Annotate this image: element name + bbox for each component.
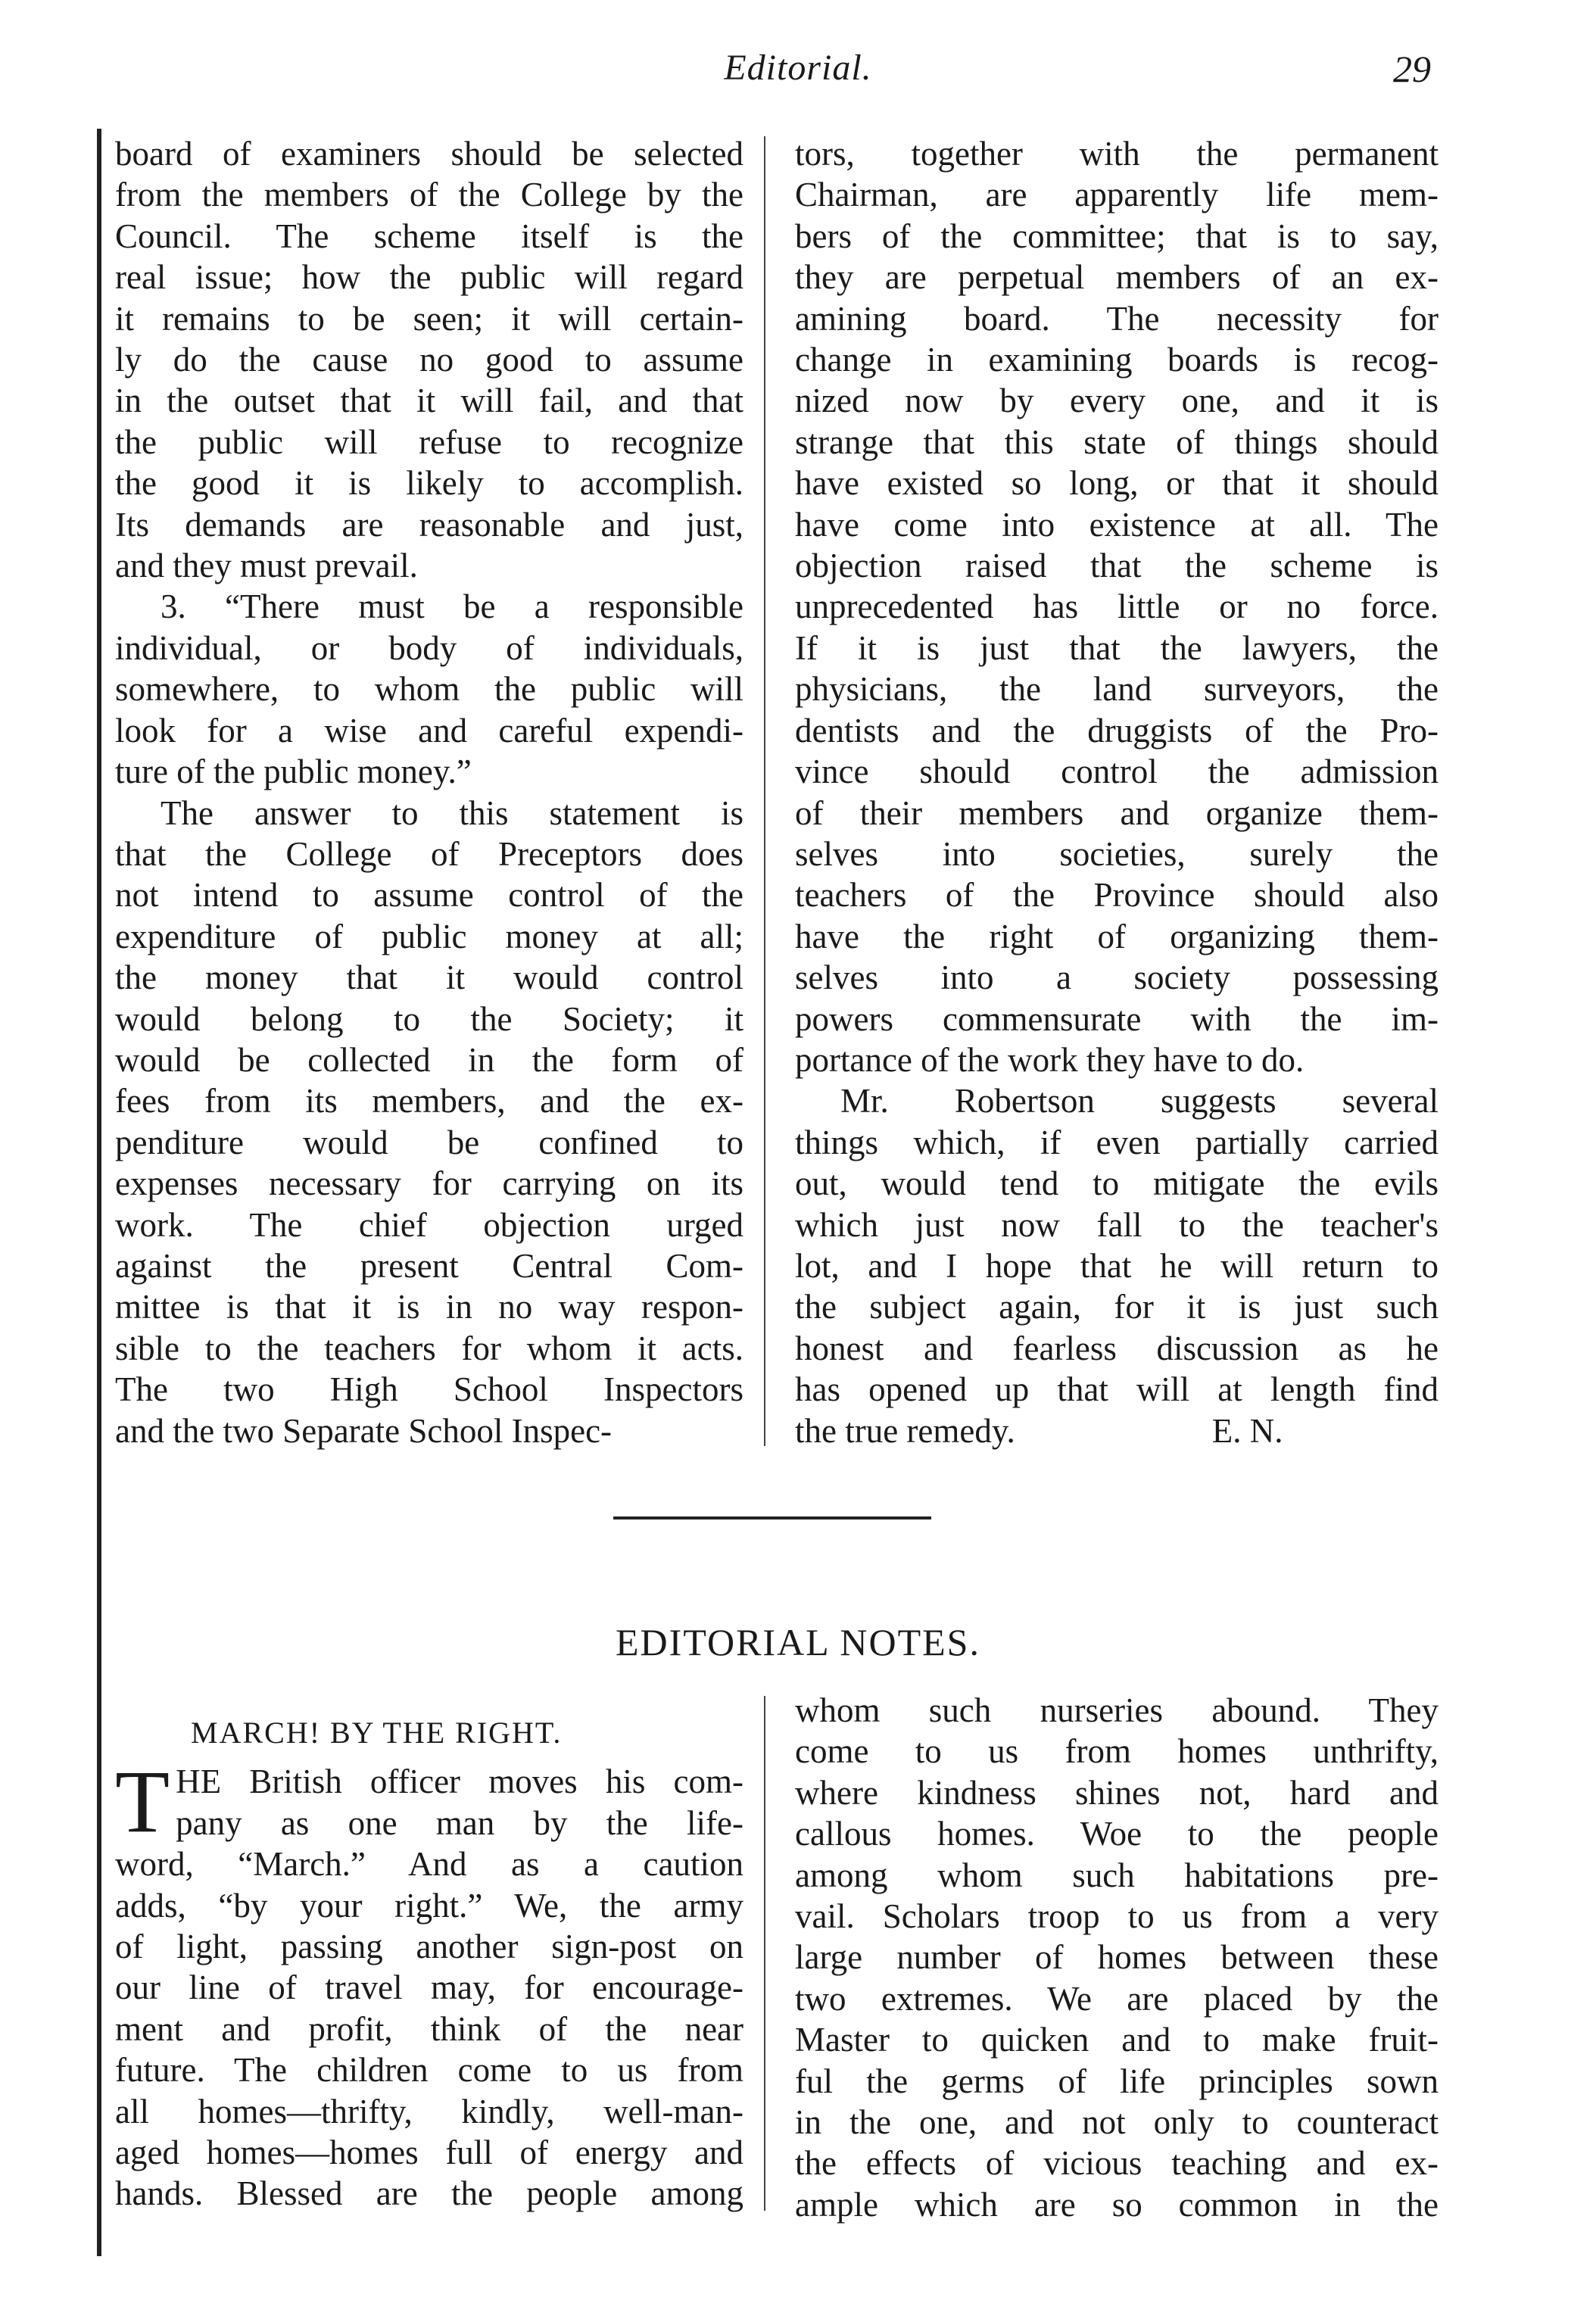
text-line: ful the germs of life principles sown <box>795 2062 1439 2100</box>
text-line: If it is just that the lawyers, the <box>795 628 1439 667</box>
text-line: of their members and organize them- <box>795 793 1439 832</box>
text-line: have come into existence at all. The <box>795 505 1439 544</box>
text-line: out, would tend to mitigate the evils <box>795 1164 1439 1203</box>
text-line: change in examining boards is recog- <box>795 341 1439 379</box>
page-number: 29 <box>1393 48 1431 90</box>
text-line: ly do the cause no good to assume <box>115 341 743 379</box>
text-line: ment and profit, think of the near <box>115 2009 743 2048</box>
text-line: which just now fall to the teacher's <box>795 1205 1439 1244</box>
article-subheading: MARCH! BY THE RIGHT. <box>191 1716 563 1750</box>
section-heading: EDITORIAL NOTES. <box>616 1621 980 1663</box>
text-line: sible to the teachers for whom it acts. <box>115 1329 743 1367</box>
text-line: ample which are so common in the <box>795 2185 1439 2224</box>
text-line: that the College of Preceptors does <box>115 834 743 873</box>
text-line: 3. “There must be a responsible <box>161 588 743 626</box>
text-line: expenditure of public money at all; <box>115 917 743 955</box>
text-line: our line of travel may, for encourage- <box>115 1968 743 2007</box>
bottom-right-column <box>795 1690 1439 2225</box>
text-line: aged homes—homes full of energy and <box>115 2134 743 2172</box>
text-line: honest and fearless discussion as he <box>795 1329 1439 1367</box>
section-rule <box>613 1516 931 1520</box>
text-line: Chairman, are apparently life mem- <box>795 176 1439 214</box>
text-line: the subject again, for it is just such <box>795 1288 1439 1326</box>
text-line: callous homes. Woe to the people <box>795 1815 1439 1853</box>
text-line: The answer to this statement is <box>161 793 743 832</box>
bottom-left-column <box>115 1713 743 2215</box>
text-line: pany as one man by the life- <box>176 1803 743 1842</box>
text-line: has opened up that will at length find <box>795 1370 1439 1409</box>
text-line: somewhere, to whom the public will <box>115 670 743 709</box>
text-line: they are perpetual members of an ex- <box>795 258 1439 297</box>
text-line: in the outset that it will fail, and that <box>115 382 743 420</box>
text-line: unprecedented has little or no force. <box>795 588 1439 626</box>
text-line: not intend to assume control of the <box>115 876 743 915</box>
text-line: vince should control the admission <box>795 753 1439 791</box>
page-header-title: Editorial. <box>724 48 872 88</box>
text-line: in the one, and not only to counteract <box>795 2103 1439 2142</box>
text-line: teachers of the Province should also <box>795 876 1439 915</box>
text-line: the good it is likely to accomplish. <box>115 464 743 503</box>
text-line: the true remedy. E. N. <box>795 1410 1439 1451</box>
text-line: adds, “by your right.” We, the army <box>115 1886 743 1925</box>
text-line: amining board. The necessity for <box>795 299 1439 338</box>
top-left-column <box>115 133 743 1451</box>
text-line: hands. Blessed are the people among <box>115 2174 743 2213</box>
text-line: Mr. Robertson suggests several <box>840 1082 1439 1121</box>
text-line: lot, and I hope that he will return to <box>795 1246 1439 1285</box>
text-line: penditure would be confined to <box>115 1123 743 1161</box>
text-line: mittee is that it is in no way respon- <box>115 1288 743 1326</box>
text-line: real issue; how the public will regard <box>115 258 743 297</box>
text-line: powers commensurate with the im- <box>795 999 1439 1038</box>
text-line: things which, if even partially carried <box>795 1123 1439 1161</box>
text-line: expenses necessary for carrying on its <box>115 1164 743 1203</box>
text-line: bers of the committee; that is to say, <box>795 217 1439 255</box>
text-line: and they must prevail. <box>115 547 418 585</box>
text-line: objection raised that the scheme is <box>795 547 1439 585</box>
signature: E. N. <box>1211 1411 1283 1450</box>
text-line: from the members of the College by the <box>115 176 743 214</box>
text-line: all homes—thrifty, kindly, well-man- <box>115 2092 743 2130</box>
text-line: The two High School Inspectors <box>115 1370 743 1409</box>
text-line: portance of the work they have to do. <box>795 1040 1305 1079</box>
text-line: Its demands are reasonable and just, <box>115 505 743 544</box>
text-line: Council. The scheme itself is the <box>115 217 743 255</box>
text-line: against the present Central Com- <box>115 1246 743 1285</box>
text-line: ture of the public money.” <box>115 753 472 791</box>
text-line: would be collected in the form of <box>115 1040 743 1079</box>
text-line: word, “March.” And as a caution <box>115 1845 743 1884</box>
text-line: large number of homes between these <box>795 1938 1439 1977</box>
text-line: the public will refuse to recognize <box>115 422 743 461</box>
text-line: physicians, the land surveyors, the <box>795 670 1439 709</box>
text-line: selves into a society possessing <box>795 958 1439 997</box>
column-divider-top <box>764 136 765 1446</box>
text-line: come to us from homes unthrifty, <box>795 1732 1439 1771</box>
text-line: selves into societies, surely the <box>795 834 1439 873</box>
text-line: individual, or body of individuals, <box>115 628 743 667</box>
text-line: it remains to be seen; it will certain- <box>115 299 743 338</box>
text-line: future. The children come to us from <box>115 2051 743 2090</box>
text-line: look for a wise and careful expendi- <box>115 711 743 750</box>
text-line: whom such nurseries abound. They <box>795 1691 1439 1729</box>
text-line: HE British officer moves his com- <box>176 1763 743 1801</box>
text-line: nized now by every one, and it is <box>795 382 1439 420</box>
text-line: have existed so long, or that it should <box>795 464 1439 503</box>
text-line: tors, together with the permanent <box>795 135 1439 173</box>
text-line: two extremes. We are placed by the <box>795 1979 1439 2018</box>
column-divider-bottom <box>764 1696 765 2211</box>
text-line: work. The chief objection urged <box>115 1205 743 1244</box>
left-margin-rule <box>97 129 101 2256</box>
drop-cap: T <box>115 1752 170 1852</box>
text-line: where kindness shines not, hard and <box>795 1773 1439 1812</box>
text-line: fees from its members, and the ex- <box>115 1082 743 1121</box>
text-line: Master to quicken and to make fruit- <box>795 2021 1439 2059</box>
text-line: the money that it would control <box>115 958 743 997</box>
text-line: and the two Separate School Inspec- <box>115 1411 613 1450</box>
text-line: of light, passing another sign-post on <box>115 1928 743 1966</box>
text-line: dentists and the druggists of the Pro- <box>795 711 1439 750</box>
text-line: board of examiners should be selected <box>115 135 743 173</box>
text-line: among whom such habitations pre- <box>795 1856 1439 1894</box>
text-line: the effects of vicious teaching and ex- <box>795 2144 1439 2183</box>
text-line: vail. Scholars troop to us from a very <box>795 1897 1439 1936</box>
text-line: have the right of organizing them- <box>795 917 1439 955</box>
text-line: strange that this state of things should <box>795 422 1439 461</box>
top-right-column <box>795 133 1439 1451</box>
text-line: would belong to the Society; it <box>115 999 743 1038</box>
